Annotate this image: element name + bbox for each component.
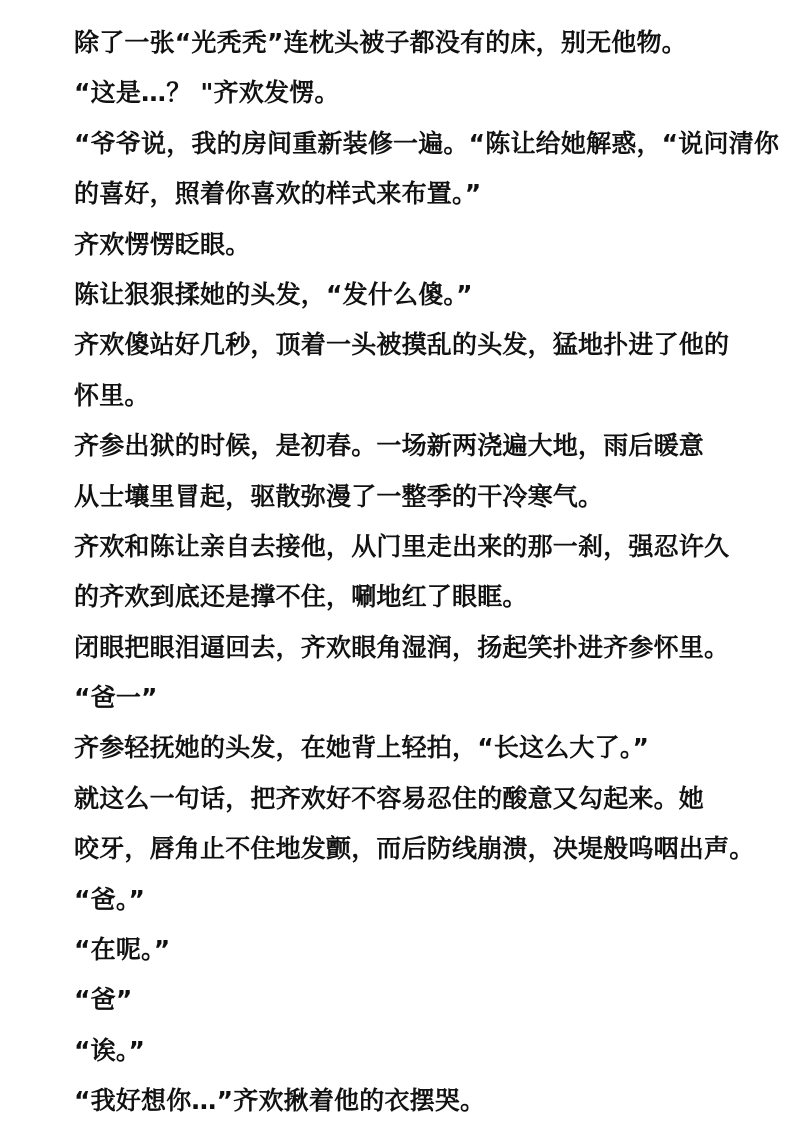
text-line-15: 齐参轻抚她的头发，在她背上轻拍，“长这么大了。” (74, 733, 650, 763)
text-line-5: 齐欢愣愣眨眼。 (74, 229, 251, 259)
text-line-19: “在呢。” (74, 935, 171, 965)
text-line-20: “爸” (74, 985, 133, 1015)
text-line-4: 的喜好，照着你喜欢的样式来布置。” (74, 179, 482, 209)
text-line-9: 齐参出狱的时候，是初春。一场新两浇遍大地，雨后暖意 (74, 431, 705, 461)
text-line-7: 齐欢傻站好几秒，顶着一头被摸乱的头发，猛地扑进了他的 (74, 330, 730, 360)
text-line-17: 咬牙，唇角止不住地发颤，而后防线崩溃，决堤般呜咽出声。 (74, 834, 755, 864)
text-line-8: 怀里。 (74, 380, 150, 410)
text-line-18: “爸。” (74, 884, 146, 914)
text-line-12: 的齐欢到底还是撑不住，唰地红了眼眶。 (74, 582, 528, 612)
text-line-16: 就这么一句话，把齐欢好不容易忍住的酸意又勾起来。她 (74, 783, 705, 813)
text-line-3: “爷爷说，我的房间重新装修一遍。“陈让给她解惑，“说问清你 (74, 128, 780, 158)
text-line-10: 从士壤里冒起，驱散弥漫了一整季的干冷寒气。 (74, 481, 604, 511)
text-line-1: 除了一张“光秃秃”连枕头被子都没有的床，别无他物。 (74, 28, 687, 57)
text-line-21: “诶。” (74, 1035, 146, 1065)
story-text (74, 18, 780, 1127)
text-line-6: 陈让狠狠揉她的头发，“发什么傻。” (74, 279, 473, 309)
text-line-22: “我好想你…”齐欢揪着他的衣摆哭。 (74, 1086, 486, 1116)
text-line-13: 闭眼把眼泪逼回去，齐欢眼角湿润，扬起笑扑进齐参怀里。 (74, 632, 730, 662)
text-line-2: “这是…？ "齐欢发愣。 (74, 78, 340, 108)
text-line-14: “爸一” (74, 683, 158, 713)
text-line-11: 齐欢和陈让亲自去接他，从门里走出来的那一刹，强忍许久 (74, 531, 730, 561)
